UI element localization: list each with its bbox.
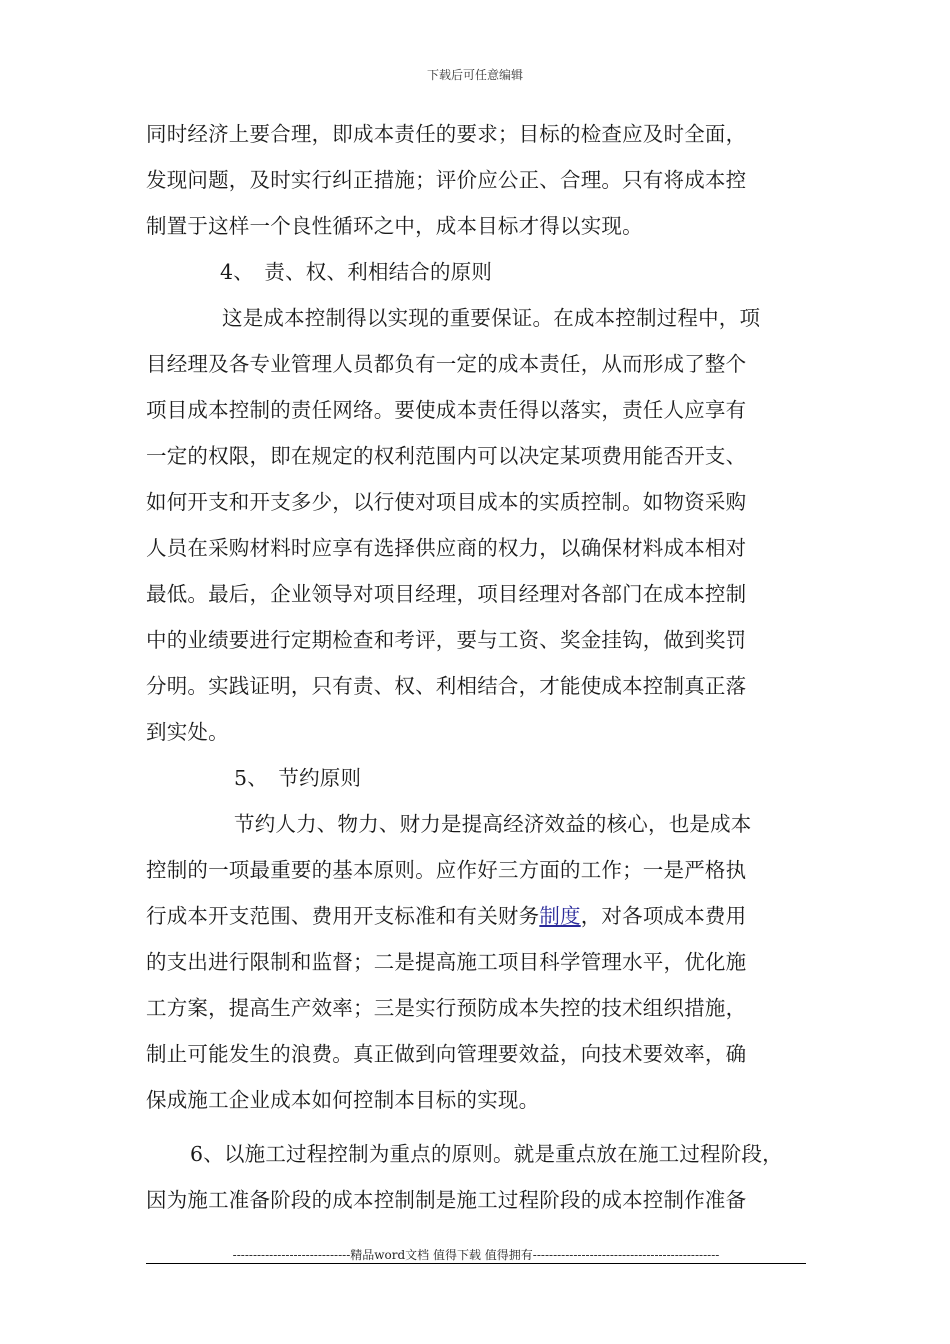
text-line: 同时经济上要合理，即成本责任的要求；目标的检查应及时全面，	[146, 122, 747, 146]
text-line: 人员在采购材料时应享有选择供应商的权力，以确保材料成本相对	[146, 536, 747, 560]
text-line: 保成施工企业成本如何控制本目标的实现。	[146, 1088, 540, 1112]
text-line: 最低。最后，企业领导对项目经理，项目经理对各部门在成本控制	[146, 582, 747, 606]
footer-divider	[146, 1263, 806, 1264]
text-line: 到实处。	[146, 720, 229, 744]
text-line: 工方案，提高生产效率；三是实行预防成本失控的技术组织措施，	[146, 996, 747, 1020]
text-line: 因为施工准备阶段的成本控制制是施工过程阶段的成本控制作准备	[146, 1188, 747, 1212]
text-line: 节约人力、物力、财力是提高经济效益的核心，也是成本	[234, 812, 752, 836]
text-line: 制止可能发生的浪费。真正做到向管理要效益，向技术要效率，确	[146, 1042, 747, 1066]
section-heading-6: 6、以施工过程控制为重点的原则。就是重点放在施工过程阶段，	[190, 1142, 783, 1166]
section-heading-4: 4、 责、权、利相结合的原则	[220, 260, 493, 284]
text-line: 制置于这样一个良性循环之中，成本目标才得以实现。	[146, 214, 643, 238]
text-line-with-link	[146, 902, 746, 930]
text-line: 控制的一项最重要的基本原则。应作好三方面的工作；一是严格执	[146, 858, 747, 882]
text-segment: 行成本开支范围、费用开支标准和有关财务	[146, 904, 540, 928]
text-line: 这是成本控制得以实现的重要保证。在成本控制过程中，项	[222, 306, 761, 330]
page-footer: -----------------------------精品word文档 值得下载 值得拥有----------------------------------------------	[232, 1248, 720, 1262]
text-segment: ，对各项成本费用	[580, 904, 747, 928]
zhidu-link[interactable]: 制度	[539, 904, 581, 928]
text-line: 项目成本控制的责任网络。要使成本责任得以落实，责任人应享有	[146, 398, 747, 422]
section-heading-5: 5、 节约原则	[234, 766, 362, 790]
text-line: 一定的权限，即在规定的权利范围内可以决定某项费用能否开支、	[146, 444, 747, 468]
text-line: 发现问题，及时实行纠正措施；评价应公正、合理。只有将成本控	[146, 168, 747, 192]
page-header: 下载后可任意编辑	[426, 68, 523, 82]
text-line: 目经理及各专业管理人员都负有一定的成本责任，从而形成了整个	[146, 352, 747, 376]
text-line: 分明。实践证明，只有责、权、利相结合，才能使成本控制真正落	[146, 674, 747, 698]
text-line: 的支出进行限制和监督；二是提高施工项目科学管理水平，优化施	[146, 950, 747, 974]
text-line: 如何开支和开支多少，以行使对项目成本的实质控制。如物资采购	[146, 490, 747, 514]
text-line: 中的业绩要进行定期检查和考评，要与工资、奖金挂钩，做到奖罚	[146, 628, 747, 652]
